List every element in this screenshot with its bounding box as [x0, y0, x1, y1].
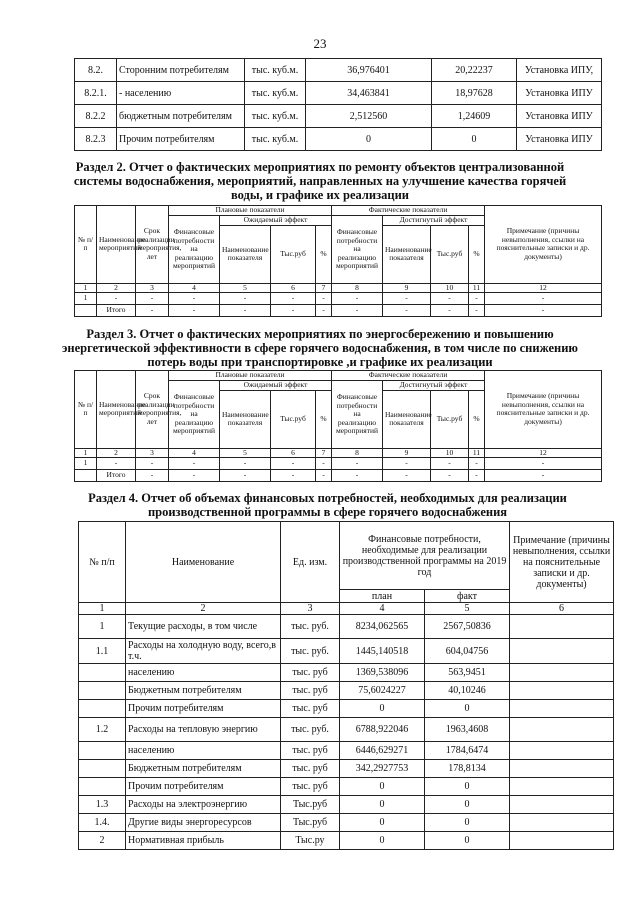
- th-num: № п/п: [75, 371, 97, 449]
- empty-cell: [75, 305, 97, 317]
- dash-cell: -: [485, 293, 602, 305]
- row-number: 8.2.: [75, 59, 117, 82]
- dash-cell: -: [220, 470, 271, 482]
- column-numbers-row: [75, 448, 602, 458]
- table-row: [79, 682, 614, 700]
- row-number: 1.1: [79, 639, 126, 664]
- column-number: 12: [485, 283, 602, 293]
- row-unit: тыс. руб: [281, 760, 340, 778]
- dash-cell: -: [220, 458, 271, 470]
- row-unit: тыс. руб: [281, 778, 340, 796]
- th-fact: факт: [425, 590, 510, 603]
- row-unit: Тыс.ру: [281, 832, 340, 850]
- row-fact: 0: [425, 796, 510, 814]
- th-note: Примечание (причины невыполнения, ссылки на пояснительные записки и др. документы): [485, 206, 602, 284]
- column-number: 11: [469, 448, 485, 458]
- column-number: 12: [485, 448, 602, 458]
- row-unit: тыс. руб.: [281, 718, 340, 742]
- table-row: [75, 105, 602, 128]
- row-plan: 1369,538096: [340, 664, 425, 682]
- th-term: Срок реализации мероприятия, лет: [136, 206, 169, 284]
- th-rub: Тыс.руб: [431, 225, 469, 283]
- row-number: 1: [75, 293, 97, 305]
- row-number: [79, 682, 126, 700]
- table-row: [79, 639, 614, 664]
- column-number: 3: [136, 448, 169, 458]
- row-fact: 1,24609: [432, 105, 517, 128]
- th-plan-fin: Финансовые потребности на реализацию мероприятий: [169, 381, 220, 449]
- row-fact: 604,04756: [425, 639, 510, 664]
- column-number: 4: [169, 283, 220, 293]
- th-indicator: Наименование показателя: [220, 390, 271, 448]
- column-number: 1: [75, 283, 97, 293]
- column-number: 5: [220, 283, 271, 293]
- table-row: [79, 760, 614, 778]
- table-row: [75, 82, 602, 105]
- th-unit: Ед. изм.: [281, 522, 340, 603]
- row-fact: 2567,50836: [425, 615, 510, 639]
- dash-cell: -: [169, 293, 220, 305]
- dash-cell: -: [383, 305, 431, 317]
- th-fin: Финансовые потребности, необходимые для реализации производственной программы на 2019 год: [340, 522, 510, 590]
- th-name: Наименование мероприятий: [97, 371, 136, 449]
- th-pct: %: [316, 225, 332, 283]
- note-cell: [510, 682, 614, 700]
- dash-cell: -: [169, 470, 220, 482]
- row-note: Установка ИПУ: [517, 105, 602, 128]
- note-cell: [510, 796, 614, 814]
- column-numbers-row: [75, 283, 602, 293]
- row-number: [79, 760, 126, 778]
- row-unit: тыс. куб.м.: [245, 82, 306, 105]
- dash-cell: -: [316, 470, 332, 482]
- row-fact: 0: [425, 778, 510, 796]
- row-number: [79, 664, 126, 682]
- note-cell: [510, 760, 614, 778]
- dash-cell: -: [469, 293, 485, 305]
- measures-table: [74, 205, 602, 317]
- row-fact: 563,9451: [425, 664, 510, 682]
- row-plan: 0: [340, 700, 425, 718]
- table-row: [79, 700, 614, 718]
- row-number: 1: [75, 458, 97, 470]
- dash-cell: -: [271, 305, 316, 317]
- th-fact-fin: Финансовые потребности на реализацию мероприятий: [332, 216, 383, 284]
- row-fact: 40,10246: [425, 682, 510, 700]
- row-plan: 0: [340, 778, 425, 796]
- th-fact-eff: Достигнутый эффект: [383, 381, 485, 391]
- header-row: [75, 206, 602, 216]
- dash-cell: -: [316, 458, 332, 470]
- th-plan: Плановые показатели: [169, 371, 332, 381]
- table-row: [79, 664, 614, 682]
- row-plan: 0: [340, 796, 425, 814]
- row-number: [79, 742, 126, 760]
- row-unit: тыс. руб: [281, 682, 340, 700]
- dash-cell: -: [97, 293, 136, 305]
- row-unit: тыс. руб.: [281, 639, 340, 664]
- note-cell: [510, 615, 614, 639]
- row-name: Сторонним потребителям: [117, 59, 245, 82]
- note-cell: [510, 814, 614, 832]
- consumption-table: [74, 58, 602, 151]
- row-name: Бюджетным потребителям: [126, 682, 281, 700]
- row-name: Прочим потребителям: [117, 128, 245, 151]
- column-number: 7: [316, 283, 332, 293]
- total-label: Итого: [97, 470, 136, 482]
- column-number: 1: [79, 603, 126, 615]
- table-row: [75, 59, 602, 82]
- dash-cell: -: [136, 458, 169, 470]
- row-number: [79, 700, 126, 718]
- row-name: Прочим потребителям: [126, 700, 281, 718]
- dash-cell: -: [485, 305, 602, 317]
- table-row: [79, 814, 614, 832]
- total-row: [75, 305, 602, 317]
- row-fact: 0: [425, 700, 510, 718]
- row-number: 2: [79, 832, 126, 850]
- table-row: [79, 718, 614, 742]
- table-row: [79, 742, 614, 760]
- column-number: 3: [136, 283, 169, 293]
- column-number: 9: [383, 283, 431, 293]
- row-plan: 6788,922046: [340, 718, 425, 742]
- dash-cell: -: [332, 458, 383, 470]
- column-number: 6: [510, 603, 614, 615]
- th-fact: Фактические показатели: [332, 206, 485, 216]
- note-cell: [510, 639, 614, 664]
- th-term: Срок реализации мероприятия, лет: [136, 371, 169, 449]
- dash-cell: -: [469, 470, 485, 482]
- row-number: 1.3: [79, 796, 126, 814]
- row-plan: 0: [340, 814, 425, 832]
- th-plan-eff: Ожидаемый эффект: [220, 216, 332, 226]
- dash-cell: -: [271, 293, 316, 305]
- row-name: населению: [126, 742, 281, 760]
- dash-cell: -: [136, 470, 169, 482]
- dash-cell: -: [469, 305, 485, 317]
- th-indicator: Наименование показателя: [383, 390, 431, 448]
- column-number: 8: [332, 283, 383, 293]
- row-plan: 2,512560: [306, 105, 432, 128]
- row-name: Прочим потребителям: [126, 778, 281, 796]
- dash-cell: -: [271, 458, 316, 470]
- row-note: Установка ИПУ,: [517, 59, 602, 82]
- row-unit: тыс. руб.: [281, 615, 340, 639]
- row-number: 8.2.1.: [75, 82, 117, 105]
- row-name: Другие виды энергоресурсов: [126, 814, 281, 832]
- row-name: Нормативная прибыль: [126, 832, 281, 850]
- section-2-title: Раздел 2. Отчет о фактических мероприятиях по ремонту объектов централизованной системы водоснабжения, мероприятий, направленных на улучшение качества горячей воды, и графике их реализации: [73, 160, 567, 202]
- dash-cell: -: [431, 458, 469, 470]
- header-row: [75, 371, 602, 381]
- th-fact-fin: Финансовые потребности на реализацию мероприятий: [332, 381, 383, 449]
- th-num: № п/п: [75, 206, 97, 284]
- th-plan: план: [340, 590, 425, 603]
- th-name: Наименование мероприятий: [97, 206, 136, 284]
- measures-table: [74, 370, 602, 482]
- column-number: 4: [169, 448, 220, 458]
- dash-cell: -: [169, 305, 220, 317]
- empty-cell: [75, 470, 97, 482]
- row-plan: 0: [340, 832, 425, 850]
- row-plan: 0: [306, 128, 432, 151]
- dash-cell: -: [136, 305, 169, 317]
- row-plan: 36,976401: [306, 59, 432, 82]
- note-cell: [510, 832, 614, 850]
- row-unit: тыс. руб: [281, 742, 340, 760]
- row-unit: тыс. куб.м.: [245, 59, 306, 82]
- note-cell: [510, 718, 614, 742]
- dash-cell: -: [383, 458, 431, 470]
- th-note: Примечание (причины невыполнения, ссылки на пояснительные записки и др. документы): [510, 522, 614, 603]
- row-number: 1.2: [79, 718, 126, 742]
- th-pct: %: [469, 390, 485, 448]
- column-number: 10: [431, 283, 469, 293]
- column-number: 10: [431, 448, 469, 458]
- row-name: бюджетным потребителям: [117, 105, 245, 128]
- dash-cell: -: [97, 458, 136, 470]
- th-note: Примечание (причины невыполнения, ссылки на пояснительные записки и др. документы): [485, 371, 602, 449]
- row-plan: 8234,062565: [340, 615, 425, 639]
- row-unit: тыс. куб.м.: [245, 128, 306, 151]
- row-name: Текущие расходы, в том числе: [126, 615, 281, 639]
- dash-cell: -: [271, 470, 316, 482]
- column-number: 6: [271, 283, 316, 293]
- th-name: Наименование: [126, 522, 281, 603]
- th-rub: Тыс.руб: [431, 390, 469, 448]
- row-plan: 34,463841: [306, 82, 432, 105]
- row-name: Расходы на холодную воду, всего,в т.ч.: [126, 639, 281, 664]
- dash-cell: -: [431, 470, 469, 482]
- section-4-title: Раздел 4. Отчет об объемах финансовых потребностей, необходимых для реализации производственной программы в сфере горячего водоснабжения: [88, 491, 567, 519]
- dash-cell: -: [485, 458, 602, 470]
- note-cell: [510, 700, 614, 718]
- row-number: 1: [79, 615, 126, 639]
- row-number: [79, 778, 126, 796]
- row-plan: 6446,629271: [340, 742, 425, 760]
- th-num: № п/п: [79, 522, 126, 603]
- dash-cell: -: [316, 293, 332, 305]
- th-fact-eff: Достигнутый эффект: [383, 216, 485, 226]
- note-cell: [510, 742, 614, 760]
- column-number: 8: [332, 448, 383, 458]
- th-indicator: Наименование показателя: [383, 225, 431, 283]
- dash-cell: -: [431, 293, 469, 305]
- row-unit: тыс. руб: [281, 700, 340, 718]
- th-plan-fin: Финансовые потребности на реализацию мероприятий: [169, 216, 220, 284]
- row-fact: 178,8134: [425, 760, 510, 778]
- row-unit: тыс. куб.м.: [245, 105, 306, 128]
- dash-cell: -: [316, 305, 332, 317]
- th-pct: %: [316, 390, 332, 448]
- row-name: - населению: [117, 82, 245, 105]
- row-fact: 20,22237: [432, 59, 517, 82]
- column-number: 6: [271, 448, 316, 458]
- column-number: 2: [126, 603, 281, 615]
- th-plan-eff: Ожидаемый эффект: [220, 381, 332, 391]
- table-row: [75, 128, 602, 151]
- dash-cell: -: [220, 305, 271, 317]
- column-number: 5: [220, 448, 271, 458]
- page-number: 23: [313, 36, 327, 51]
- dash-cell: -: [220, 293, 271, 305]
- note-cell: [510, 778, 614, 796]
- table-row: [79, 778, 614, 796]
- row-fact: 0: [425, 832, 510, 850]
- row-note: Установка ИПУ: [517, 128, 602, 151]
- row-fact: 0: [425, 814, 510, 832]
- row-fact: 1784,6474: [425, 742, 510, 760]
- row-fact: 18,97628: [432, 82, 517, 105]
- row-name: Расходы на тепловую энергию: [126, 718, 281, 742]
- column-number: 4: [340, 603, 425, 615]
- column-number: 2: [97, 448, 136, 458]
- row-unit: Тыс.руб: [281, 796, 340, 814]
- th-rub: Тыс.руб: [271, 225, 316, 283]
- total-row: [75, 470, 602, 482]
- dash-cell: -: [169, 458, 220, 470]
- table-row: [79, 796, 614, 814]
- column-number: 9: [383, 448, 431, 458]
- column-number: 5: [425, 603, 510, 615]
- dash-cell: -: [485, 470, 602, 482]
- dash-cell: -: [136, 293, 169, 305]
- row-unit: тыс. руб: [281, 664, 340, 682]
- row-number: 8.2.2: [75, 105, 117, 128]
- row-note: Установка ИПУ: [517, 82, 602, 105]
- finance-table: [78, 521, 614, 850]
- dash-cell: -: [383, 470, 431, 482]
- row-unit: Тыс.руб: [281, 814, 340, 832]
- dash-cell: -: [469, 458, 485, 470]
- table-row: [79, 615, 614, 639]
- total-label: Итого: [97, 305, 136, 317]
- row-fact: 0: [432, 128, 517, 151]
- th-rub: Тыс.руб: [271, 390, 316, 448]
- column-number: 2: [97, 283, 136, 293]
- row-name: Расходы на электроэнергию: [126, 796, 281, 814]
- row-name: населению: [126, 664, 281, 682]
- column-number: 1: [75, 448, 97, 458]
- dash-cell: -: [383, 293, 431, 305]
- dash-cell: -: [431, 305, 469, 317]
- dash-cell: -: [332, 470, 383, 482]
- row-number: 1.4.: [79, 814, 126, 832]
- section-3-title: Раздел 3. Отчет о фактических мероприятиях по энергосбережению и повышению энергетической эффективности в сфере горячего водоснабжения, в том числе по снижению потерь воды при транспортировке ,и графике их реализации: [62, 327, 578, 369]
- table-row: [79, 832, 614, 850]
- th-indicator: Наименование показателя: [220, 225, 271, 283]
- column-number: 11: [469, 283, 485, 293]
- row-number: 8.2.3: [75, 128, 117, 151]
- row-plan: 342,2927753: [340, 760, 425, 778]
- row-plan: 75,6024227: [340, 682, 425, 700]
- th-plan: Плановые показатели: [169, 206, 332, 216]
- table-row: [75, 458, 602, 470]
- column-number: 7: [316, 448, 332, 458]
- row-plan: 1445,140518: [340, 639, 425, 664]
- th-fact: Фактические показатели: [332, 371, 485, 381]
- dash-cell: -: [332, 293, 383, 305]
- row-name: Бюджетным потребителям: [126, 760, 281, 778]
- dash-cell: -: [332, 305, 383, 317]
- th-pct: %: [469, 225, 485, 283]
- column-number: 3: [281, 603, 340, 615]
- table-row: [75, 293, 602, 305]
- row-fact: 1963,4608: [425, 718, 510, 742]
- note-cell: [510, 664, 614, 682]
